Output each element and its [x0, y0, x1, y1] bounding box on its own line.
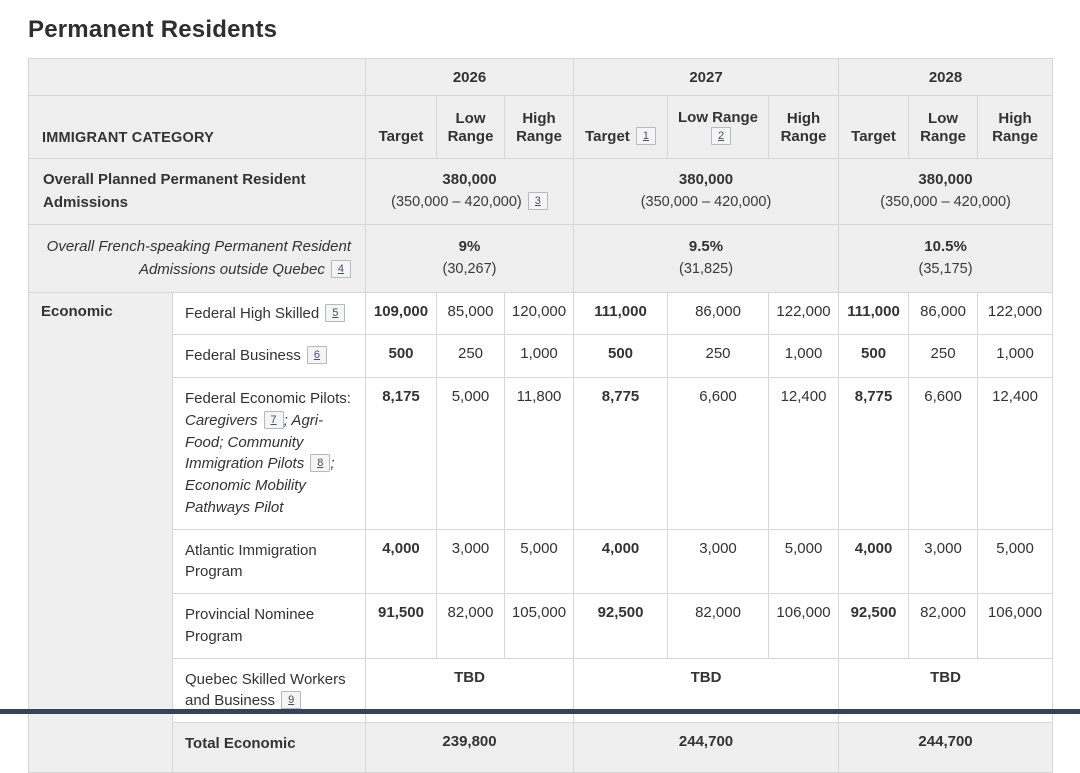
footnote-4-link[interactable]: 4: [331, 260, 351, 278]
overall-2028-value: 380,000: [918, 171, 973, 189]
fhs-low-2027: 86,000: [668, 292, 769, 335]
atlantic-high-2028: 5,000: [978, 529, 1053, 594]
overall-2027-value: 380,000: [678, 171, 734, 189]
target-2028-header: Target: [839, 96, 909, 159]
fb-high-2026: 1,000: [505, 335, 574, 378]
pnp-low-2028: 82,000: [909, 594, 978, 659]
pnp-high-2026: 105,000: [505, 594, 574, 659]
footnote-8-link[interactable]: 8: [310, 454, 330, 472]
fhs-low-2026: 85,000: [437, 292, 505, 335]
overall-2026-range: [369, 192, 570, 214]
fhs-high-2027: 122,000: [769, 292, 839, 335]
pilots-high-2027: 12,400: [769, 378, 839, 530]
economic-group-label: Economic: [29, 292, 173, 773]
fb-target-2027: 500: [574, 335, 668, 378]
fb-low-2026: 250: [437, 335, 505, 378]
low-range-2027-header: [668, 96, 769, 159]
fhs-target-2027: 111,000: [574, 292, 668, 335]
pilots-high-2026: 11,800: [505, 378, 574, 530]
footnote-3-link[interactable]: 3: [528, 192, 548, 210]
footnote-7-link[interactable]: 7: [264, 411, 284, 429]
federal-business-label: [173, 335, 366, 378]
total-economic-2028: 244,700: [839, 723, 1053, 773]
overall-2027-range: (350,000 – 420,000): [640, 193, 772, 210]
immigrant-category-header: IMMIGRANT CATEGORY: [29, 96, 366, 159]
federal-economic-pilots-row: [29, 378, 1053, 530]
total-economic-2026: 239,800: [366, 723, 574, 773]
high-range-2026-header: High Range: [505, 96, 574, 159]
footnote-9-link[interactable]: 9: [281, 691, 301, 709]
fb-target-2028: 500: [839, 335, 909, 378]
french-2028-value: 10.5%: [924, 238, 967, 256]
target-2027-label: Target: [585, 128, 630, 146]
french-speaking-row: [29, 225, 1053, 293]
low-range-2026-header: Low Range: [437, 96, 505, 159]
provincial-nominee-row: [29, 594, 1053, 659]
quebec-2026-cell: TBD: [366, 658, 574, 723]
pnp-target-2028: 92,500: [839, 594, 909, 659]
pilots-target-2026: 8,175: [366, 378, 437, 530]
target-2026-header: Target: [366, 96, 437, 159]
low-range-2027-label: Low Range: [678, 108, 759, 126]
federal-economic-pilots-label: [173, 378, 366, 530]
french-2026-range: (30,267): [442, 260, 497, 277]
overall-2026-cell: [366, 159, 574, 225]
french-2028-range: (35,175): [918, 260, 973, 277]
pilots-low-2028: 6,600: [909, 378, 978, 530]
french-2026-value: 9%: [458, 238, 481, 256]
pilots-emp-text: ; Economic Mobility Pathways Pilot: [185, 455, 335, 516]
pilots-low-2027: 6,600: [668, 378, 769, 530]
empty-corner-cell: [29, 59, 366, 96]
quebec-2028-cell: TBD: [839, 658, 1053, 723]
pilots-low-2026: 5,000: [437, 378, 505, 530]
atlantic-low-2026: 3,000: [437, 529, 505, 594]
footnote-5-link[interactable]: 5: [325, 304, 345, 322]
french-speaking-label-text: Overall French-speaking Permanent Resident Admissions outside Quebec: [46, 238, 351, 279]
footnote-6-link[interactable]: 6: [307, 346, 327, 364]
pnp-target-2027: 92,500: [574, 594, 668, 659]
fb-low-2028: 250: [909, 335, 978, 378]
federal-high-skilled-text: Federal High Skilled: [185, 304, 320, 322]
footnote-1-link[interactable]: 1: [636, 127, 656, 145]
pnp-label: Provincial Nominee Program: [173, 594, 366, 659]
french-2027-value: 9.5%: [688, 238, 724, 256]
atlantic-target-2027: 4,000: [574, 529, 668, 594]
immigration-levels-table: [28, 58, 1053, 773]
fhs-target-2028: 111,000: [839, 292, 909, 335]
fb-high-2028: 1,000: [978, 335, 1053, 378]
total-economic-label: Total Economic: [173, 723, 366, 773]
pnp-low-2027: 82,000: [668, 594, 769, 659]
year-header-row: [29, 59, 1053, 96]
pilots-target-2027: 8,775: [574, 378, 668, 530]
atlantic-target-2026: 4,000: [366, 529, 437, 594]
year-2027-header: 2027: [574, 59, 839, 96]
pilots-agrifood-text: ; Agri-Food; Community Immigration Pilots: [185, 411, 324, 473]
french-2027-cell: [574, 225, 839, 293]
federal-business-text: Federal Business: [185, 347, 301, 365]
atlantic-high-2026: 5,000: [505, 529, 574, 594]
french-2026-cell: [366, 225, 574, 293]
low-range-2028-header: Low Range: [909, 96, 978, 159]
fb-low-2027: 250: [668, 335, 769, 378]
overall-admissions-label: Overall Planned Permanent Resident Admissions: [29, 159, 366, 225]
overall-2028-cell: [839, 159, 1053, 225]
pnp-high-2027: 106,000: [769, 594, 839, 659]
atlantic-high-2027: 5,000: [769, 529, 839, 594]
target-2027-header: [574, 96, 668, 159]
quebec-label-text: Quebec Skilled Workers and Business: [185, 670, 346, 710]
atlantic-label: Atlantic Immigration Program: [173, 529, 366, 594]
footnote-2-link[interactable]: 2: [711, 127, 731, 145]
fhs-high-2028: 122,000: [978, 292, 1053, 335]
bottom-divider: [0, 709, 1080, 714]
high-range-2027-header: High Range: [769, 96, 839, 159]
french-2028-cell: [839, 225, 1053, 293]
pilots-caregivers-text: Caregivers: [185, 411, 258, 429]
french-speaking-label: [29, 225, 366, 293]
year-2026-header: 2026: [366, 59, 574, 96]
column-header-row: [29, 96, 1053, 159]
year-2028-header: 2028: [839, 59, 1053, 96]
fhs-target-2026: 109,000: [366, 292, 437, 335]
fhs-low-2028: 86,000: [909, 292, 978, 335]
federal-high-skilled-row: [29, 292, 1053, 335]
fb-high-2027: 1,000: [769, 335, 839, 378]
pilots-prefix-text: Federal Economic Pilots:: [185, 390, 351, 407]
quebec-2027-cell: TBD: [574, 658, 839, 723]
overall-2027-cell: [574, 159, 839, 225]
total-economic-2027: 244,700: [574, 723, 839, 773]
overall-2026-value: 380,000: [442, 171, 497, 189]
page-title: Permanent Residents: [28, 16, 278, 43]
fhs-high-2026: 120,000: [505, 292, 574, 335]
pilots-target-2028: 8,775: [839, 378, 909, 530]
federal-business-row: [29, 335, 1053, 378]
atlantic-low-2027: 3,000: [668, 529, 769, 594]
overall-admissions-row: [29, 159, 1053, 225]
total-economic-row: [29, 723, 1053, 773]
fb-target-2026: 500: [366, 335, 437, 378]
high-range-2028-header: High Range: [978, 96, 1053, 159]
pilots-high-2028: 12,400: [978, 378, 1053, 530]
pnp-high-2028: 106,000: [978, 594, 1053, 659]
federal-high-skilled-label: [173, 292, 366, 335]
overall-2026-range-text: (350,000 – 420,000): [391, 193, 522, 210]
overall-2028-range: (350,000 – 420,000): [880, 193, 1011, 210]
atlantic-immigration-row: [29, 529, 1053, 594]
pnp-target-2026: 91,500: [366, 594, 437, 659]
french-2027-range: (31,825): [679, 260, 734, 277]
pnp-low-2026: 82,000: [437, 594, 505, 659]
atlantic-low-2028: 3,000: [909, 529, 978, 594]
atlantic-target-2028: 4,000: [839, 529, 909, 594]
